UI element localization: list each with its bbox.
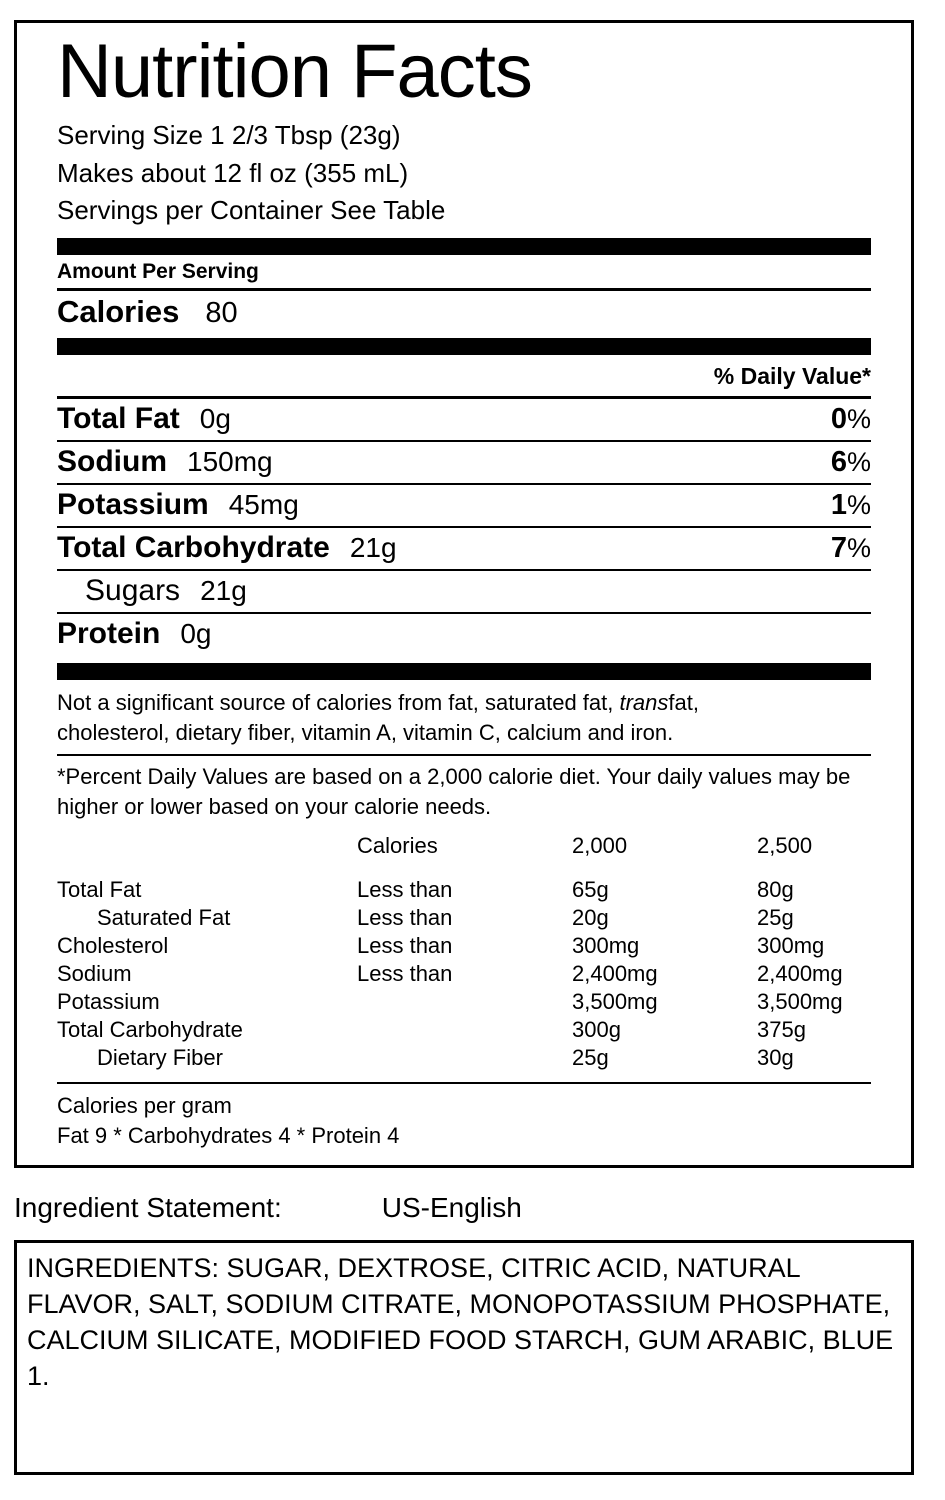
- table-row: [57, 399, 871, 440]
- dv-row-2500: 80g: [757, 877, 794, 903]
- ingredient-statement-header: [14, 1192, 914, 1224]
- nutrient-amount: 21g: [349, 531, 397, 563]
- dv-row-2000: 300mg: [572, 933, 640, 959]
- serving-size: Serving Size 1 2/3 Tbsp (23g): [57, 120, 401, 151]
- page-title: Nutrition Facts: [57, 29, 532, 114]
- dv-row-2500: 300mg: [757, 933, 825, 959]
- divider-above-calories: [57, 288, 871, 291]
- not-significant-line-2: cholesterol, dietary fiber, vitamin A, vitamin C, calcium and iron.: [57, 719, 674, 745]
- not-significant-part-1: Not a significant source of calories from fat, saturated fat,: [57, 689, 620, 715]
- nutrient-label: Sugars: [85, 573, 181, 607]
- serving-information: [57, 117, 889, 229]
- table-row: [57, 904, 871, 932]
- dv-row-qualifier: Less than: [357, 961, 453, 987]
- ingredient-statement-language: US-English: [381, 1192, 522, 1223]
- dv-row-qualifier: [357, 1016, 572, 1044]
- ingredient-statement-label: Ingredient Statement:: [14, 1192, 282, 1223]
- table-row: [57, 932, 871, 960]
- dv-header-2000: 2,000: [572, 833, 628, 859]
- ingredients-prefix: INGREDIENTS:: [27, 1253, 220, 1283]
- divider-thick-calories: [57, 338, 871, 355]
- not-significant-source-note: [57, 688, 871, 748]
- ingredient-statement-box: [14, 1240, 914, 1475]
- nutrient-amount: 0g: [199, 402, 231, 434]
- nutrient-percent: 0%: [830, 402, 871, 435]
- dv-row-2000: 20g: [572, 905, 609, 931]
- table-row: [57, 1044, 871, 1072]
- dv-row-name: Saturated Fat: [97, 905, 231, 931]
- dv-row-name: Total Fat: [57, 877, 142, 903]
- not-significant-trans: trans: [619, 689, 669, 715]
- table-row: [57, 1016, 871, 1044]
- divider-above-percent-note: [57, 754, 871, 756]
- dv-row-2500: 30g: [757, 1045, 794, 1071]
- dv-header-2500: 2,500: [757, 833, 813, 859]
- dv-row-name: Sodium: [57, 961, 132, 987]
- daily-values-reference-table: [57, 831, 871, 1072]
- dv-row-2500: 3,500mg: [757, 989, 843, 1015]
- table-row: [57, 865, 871, 904]
- dv-row-name: Dietary Fiber: [97, 1045, 223, 1071]
- dv-row-name: Cholesterol: [57, 933, 169, 959]
- dv-row-2000: 2,400mg: [572, 961, 658, 987]
- dv-row-qualifier: [357, 988, 572, 1016]
- servings-per-container: Servings per Container See Table: [57, 195, 446, 226]
- nutrient-label: Total Carbohydrate: [57, 530, 330, 564]
- daily-value-header: % Daily Value*: [713, 362, 871, 389]
- nutrient-label: Potassium: [57, 487, 209, 521]
- dv-row-qualifier: Less than: [357, 877, 453, 903]
- nutrient-label: Sodium: [57, 444, 167, 478]
- dv-row-name: Total Carbohydrate: [57, 1017, 243, 1043]
- dv-row-2000: 300g: [572, 1017, 621, 1043]
- dv-row-name: Potassium: [57, 989, 160, 1015]
- nutrient-label: Protein: [57, 616, 161, 650]
- nutrient-amount: 45mg: [228, 488, 299, 520]
- table-row: [57, 442, 871, 483]
- ingredients-body: SUGAR, DEXTROSE, CITRIC ACID, NATURAL FLAVOR, SALT, SODIUM CITRATE, MONOPOTASSIUM PHOSPHATE, CALCIUM SILICATE, MODIFIED FOOD STARCH, GUM ARABIC, BLUE 1.: [27, 1253, 894, 1391]
- nutrient-amount: 0g: [180, 617, 212, 649]
- dv-row-2000: 65g: [572, 877, 609, 903]
- table-row: [57, 528, 871, 569]
- dv-row-2500: 2,400mg: [757, 961, 843, 987]
- nutrient-percent: 1%: [830, 488, 871, 521]
- dv-row-2000: 3,500mg: [572, 989, 658, 1015]
- dv-row-2000: 25g: [572, 1045, 609, 1071]
- nutrient-percent: 6%: [830, 445, 871, 478]
- divider-thick-bottom: [57, 663, 871, 680]
- not-significant-part-2: fat,: [668, 689, 699, 715]
- dv-row-qualifier: [357, 1044, 572, 1072]
- calories-row: [57, 294, 871, 330]
- divider-thick-top: [57, 238, 871, 255]
- nutrient-percent: 7%: [830, 531, 871, 564]
- calories-value: 80: [205, 296, 238, 329]
- dv-row-2500: 375g: [757, 1017, 806, 1043]
- calories-per-gram-block: [57, 1082, 871, 1150]
- table-row: [57, 988, 871, 1016]
- dv-header-calories: Calories: [357, 833, 438, 859]
- calories-per-gram-values: Fat 9 * Carbohydrates 4 * Protein 4: [57, 1123, 400, 1149]
- table-row: [57, 571, 871, 612]
- table-row: [57, 485, 871, 526]
- percent-daily-value-note: *Percent Daily Values are based on a 2,000 calorie diet. Your daily values may be higher or lower based on your calorie needs.: [57, 763, 851, 819]
- table-header-row: [57, 831, 871, 865]
- dv-row-qualifier: Less than: [357, 933, 453, 959]
- calories-label: Calories: [57, 293, 180, 329]
- dv-row-2500: 25g: [757, 905, 794, 931]
- amount-per-serving-label: Amount Per Serving: [57, 259, 259, 283]
- calories-per-gram-title: Calories per gram: [57, 1093, 232, 1119]
- nutrient-label: Total Fat: [57, 401, 180, 435]
- table-row: [57, 614, 871, 655]
- dv-header-blank: [57, 831, 357, 865]
- dv-row-qualifier: Less than: [357, 905, 453, 931]
- nutrition-facts-panel: [14, 20, 914, 1168]
- table-row: [57, 960, 871, 988]
- nutrient-amount: 21g: [200, 574, 247, 606]
- ingredient-text: [27, 1251, 901, 1395]
- nutrient-amount: 150mg: [187, 445, 273, 477]
- makes-about: Makes about 12 fl oz (355 mL): [57, 157, 409, 188]
